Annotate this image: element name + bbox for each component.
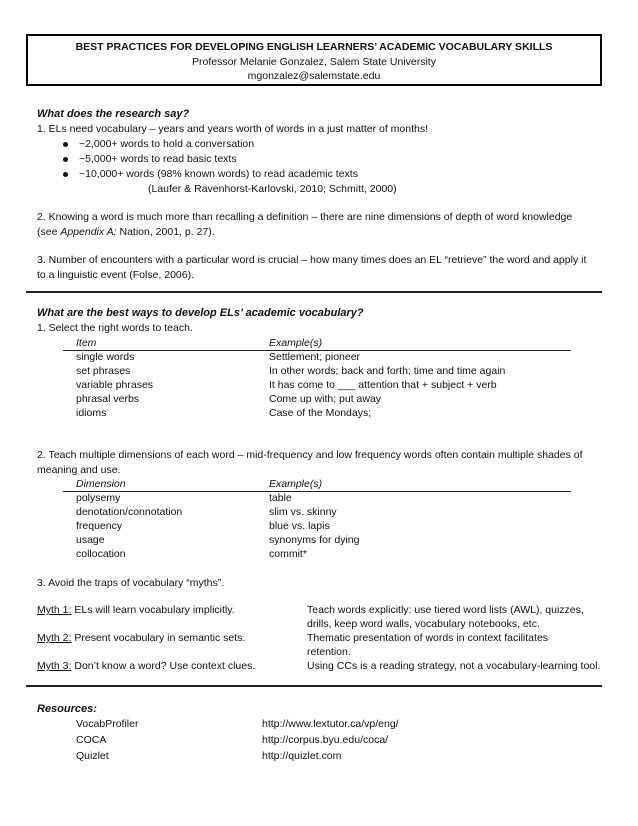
table1-cell: single words xyxy=(76,351,135,363)
table1-cell: In other words; back and forth; time and time again xyxy=(269,365,506,377)
appendix-ref: Appendix A: xyxy=(60,226,117,238)
bullet-icon xyxy=(63,157,68,162)
table2-cell: synonyms for dying xyxy=(269,534,360,546)
document-title: BEST PRACTICES FOR DEVELOPING ENGLISH LEARNERS’ ACADEMIC VOCABULARY SKILLS xyxy=(75,41,553,53)
table2-cell: frequency xyxy=(76,520,123,532)
table2-header-rule xyxy=(63,491,571,492)
myth-2 xyxy=(37,631,245,645)
table2-cell: collocation xyxy=(76,548,126,560)
myth-1-answer: Teach words explicitly: use tiered word lists (AWL), quizzes, xyxy=(307,604,584,616)
research-bullet: ~10,000+ words (98% known words) to read academic texts xyxy=(79,168,358,180)
myth-text: Present vocabulary in semantic sets. xyxy=(71,632,246,644)
table1-cell: idioms xyxy=(76,407,107,419)
myth-1 xyxy=(37,603,235,617)
myth-label: Myth 2: xyxy=(37,632,72,644)
research-bullet: ~5,000+ words to read basic texts xyxy=(79,153,237,165)
author-line: Professor Melanie Gonzalez, Salem State University xyxy=(192,56,436,68)
research-p1: 1. ELs need vocabulary – years and years worth of words in a just matter of months! xyxy=(37,123,429,135)
p2-pre: (see xyxy=(37,226,61,238)
resource-name: COCA xyxy=(76,734,107,746)
table1-cell: Come up with; put away xyxy=(269,393,382,405)
best-p3: 3. Avoid the traps of vocabulary “myths”. xyxy=(37,577,225,589)
research-p3-line1: 3. Number of encounters with a particular word is crucial – how many times does an EL “retrieve” the word and apply it xyxy=(37,254,587,266)
author-email: mgonzalez@salemstate.edu xyxy=(247,70,381,82)
research-p3-line2: to a linguistic event (Folse, 2006). xyxy=(37,269,194,281)
research-bullet: ~2,000+ words to hold a conversation xyxy=(79,138,255,150)
bullet-icon xyxy=(63,172,68,177)
resource-name: Quizlet xyxy=(76,750,109,762)
myth-2-answer: Thematic presentation of words in context facilitates xyxy=(307,632,549,644)
table2-cell: blue vs. lapis xyxy=(269,520,330,532)
myth-3 xyxy=(37,659,255,673)
resource-name: VocabProfiler xyxy=(76,718,139,730)
resources-heading: Resources: xyxy=(37,703,97,715)
table2-cell: denotation/connotation xyxy=(76,506,183,518)
table1-cell: phrasal verbs xyxy=(76,393,140,405)
table1-header-example: Example(s) xyxy=(269,337,323,349)
table1-cell: variable phrases xyxy=(76,379,154,391)
resource-link[interactable]: http://quizlet.com xyxy=(262,750,342,762)
table2-header-dimension: Dimension xyxy=(76,478,126,490)
myth-3-answer: Using CCs is a reading strategy, not a vocabulary-learning tool. xyxy=(307,660,601,672)
resource-link[interactable]: http://corpus.byu.edu/coca/ xyxy=(262,734,389,746)
best-p1: 1. Select the right words to teach. xyxy=(37,322,193,334)
best-heading: What are the best ways to develop ELs’ academic vocabulary? xyxy=(37,307,364,319)
table1-cell: Case of the Mondays; xyxy=(269,407,372,419)
research-citation: (Laufer & Ravenhorst-Karlovski, 2010; Schmitt, 2000) xyxy=(148,183,397,195)
table1-cell: set phrases xyxy=(76,365,131,377)
research-p2-line2 xyxy=(37,225,215,239)
header-box xyxy=(26,34,602,86)
table2-cell: usage xyxy=(76,534,105,546)
myth-1-answer: drills, keep word walls, vocabulary notebooks, etc. xyxy=(307,618,540,630)
myth-label: Myth 3: xyxy=(37,660,72,672)
table2-cell: commit* xyxy=(269,548,307,560)
bullet-icon xyxy=(63,142,68,147)
table2-header-example: Example(s) xyxy=(269,478,323,490)
myth-label: Myth 1: xyxy=(37,604,72,616)
resource-link[interactable]: http://www.lextutor.ca/vp/eng/ xyxy=(262,718,399,730)
table2-cell: slim vs. skinny xyxy=(269,506,337,518)
table1-cell: Settlement; pioneer xyxy=(269,351,361,363)
myth-text: ELs will learn vocabulary implicitly. xyxy=(71,604,235,616)
table2-cell: polysemy xyxy=(76,492,121,504)
p2-post: Nation, 2001, p. 27). xyxy=(116,226,215,238)
table2-cell: table xyxy=(269,492,292,504)
myth-2-answer: retention. xyxy=(307,646,351,658)
table1-cell: It has come to ___ attention that + subject + verb xyxy=(269,379,497,391)
section-divider xyxy=(26,291,602,293)
research-heading: What does the research say? xyxy=(37,108,190,120)
myth-text: Don’t know a word? Use context clues. xyxy=(71,660,256,672)
table1-header-item: Item xyxy=(76,337,97,349)
best-p2-line1: 2. Teach multiple dimensions of each word – mid-frequency and low frequency words often contain multiple shades of xyxy=(37,449,583,461)
research-p2-line1: 2. Knowing a word is much more than recalling a definition – there are nine dimensions of depth of word knowledge xyxy=(37,211,573,223)
section-divider xyxy=(26,685,602,687)
best-p2-line2: meaning and use. xyxy=(37,464,121,476)
